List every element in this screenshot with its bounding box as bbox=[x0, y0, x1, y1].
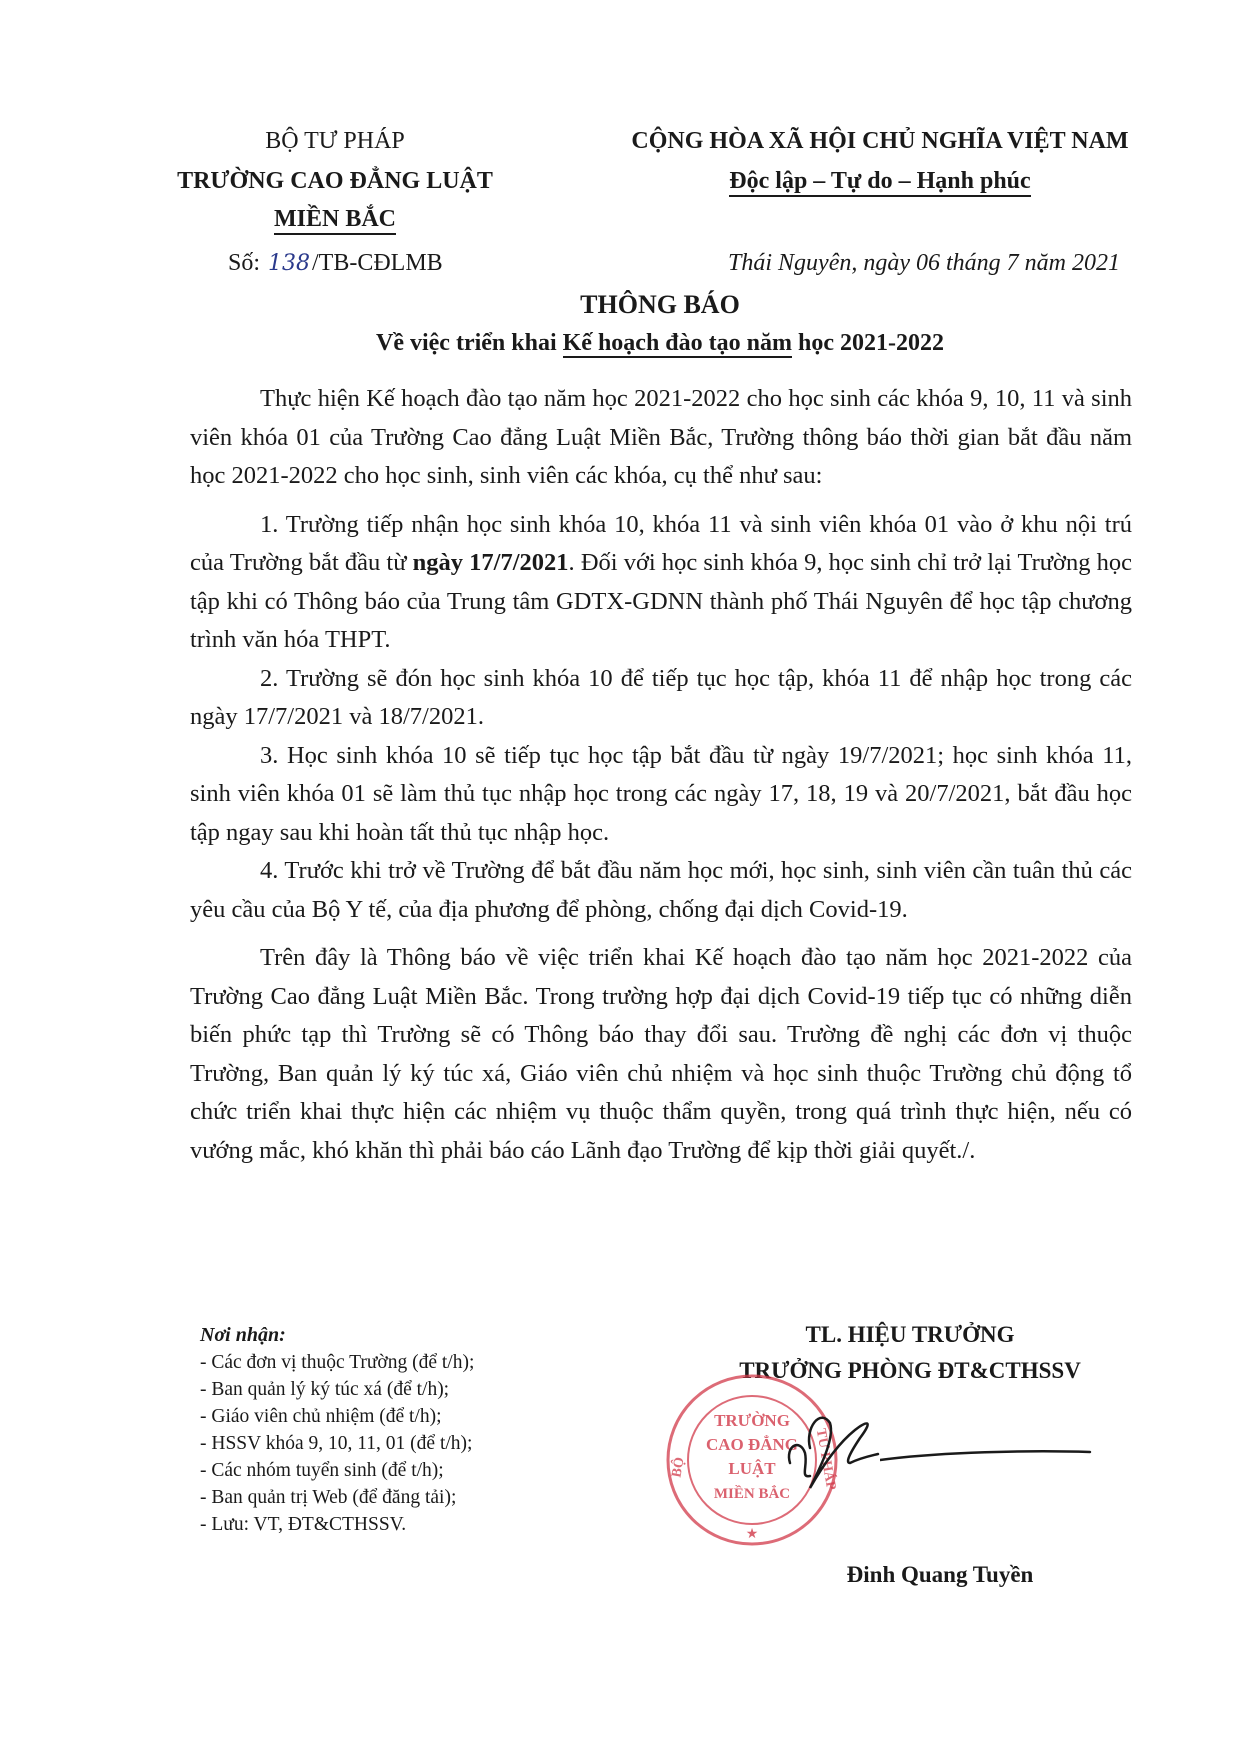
signature-tail bbox=[880, 1440, 1100, 1500]
stamp-text-line3: LUẬT bbox=[728, 1459, 776, 1478]
recipient-item: - Lưu: VT, ĐT&CTHSSV. bbox=[200, 1514, 407, 1535]
item-1: 1. Trường tiếp nhận học sinh khóa 10, khóa 11 và sinh viên khóa 01 vào ở khu nội trú của Trường bắt đầu từ ngày 17/7/2021. Đối với học sinh khóa 9, học sinh chỉ trở lại Trường học tập khi có Thông báo của Trung tâm GDTX-GDNN thành phố Thái Nguyên để học tập chương trình văn hóa THPT. bbox=[190, 510, 1132, 653]
stamp-text-line1: TRƯỜNG bbox=[714, 1411, 790, 1430]
item-2: 2. Trường sẽ đón học sinh khóa 10 để tiếp tục học tập, khóa 11 để nhập học trong các ngày 17/7/2021 và 18/7/2021. bbox=[190, 664, 1132, 730]
closing-paragraph: Trên đây là Thông báo về việc triển khai Kế hoạch đào tạo năm học 2021-2022 của Trường Cao đẳng Luật Miền Bắc. Trong trường hợp đại dịch Covid-19 tiếp tục có những diễn biến phức tạp thì Trường sẽ có Thông báo thay đổi sau. Trường đề nghị các đơn vị thuộc Trường, Ban quản lý ký túc xá, Giáo viên chủ nhiệm và học sinh thuộc Trường chủ động tổ chức triển khai thực hiện các nhiệm vụ thuộc thẩm quyền, trong quá trình thực hiện, nếu có vướng mắc, khó khăn thì phải báo cáo Lãnh đạo Trường để kịp thời giải quyết./. bbox=[190, 944, 1132, 1164]
recipient-item: - Giáo viên chủ nhiệm (để t/h); bbox=[200, 1406, 442, 1427]
republic-name: CỘNG HÒA XÃ HỘI CHỦ NGHĨA VIỆT NAM bbox=[631, 128, 1129, 154]
recipient-item: - Ban quản lý ký túc xá (để t/h); bbox=[200, 1379, 450, 1400]
recipient-item: - HSSV khóa 9, 10, 11, 01 (để t/h); bbox=[200, 1433, 473, 1454]
document-body bbox=[190, 380, 1132, 1170]
school-name-line2: MIỀN BẮC bbox=[140, 206, 530, 233]
school-name: TRƯỜNG CAO ĐẲNG LUẬT bbox=[177, 168, 493, 194]
ministry-name: BỘ TƯ PHÁP bbox=[265, 128, 405, 154]
stamp-text-left: BỘ bbox=[669, 1456, 688, 1479]
on-behalf-title: TL. HIỆU TRƯỞNG bbox=[805, 1322, 1015, 1347]
stamp-text-line2: CAO ĐẲNG bbox=[705, 1435, 799, 1454]
recipients-block bbox=[200, 1322, 640, 1538]
signer-name: Đinh Quang Tuyền bbox=[846, 1562, 1034, 1587]
place-date: Thái Nguyên, ngày 06 tháng 7 năm 2021 bbox=[728, 250, 1120, 276]
recipients-heading: Nơi nhận: bbox=[200, 1324, 286, 1346]
stamp-star-icon: ★ bbox=[745, 1527, 759, 1542]
recipient-item: - Ban quản trị Web (để đăng tải); bbox=[200, 1487, 457, 1508]
intro-paragraph: Thực hiện Kế hoạch đào tạo năm học 2021-2022 cho học sinh các khóa 9, 10, 11 và sinh viên khóa 01 của Trường Cao đẳng Luật Miền Bắc, Trường thông báo thời gian bắt đầu năm học 2021-2022 cho học sinh, sinh viên các khóa, cụ thể như sau: bbox=[190, 385, 1132, 489]
stamp-text-line4: MIỀN BẮC bbox=[713, 1486, 791, 1502]
official-stamp bbox=[660, 1368, 880, 1558]
signer-position: TRƯỞNG PHÒNG ĐT&CTHSSV bbox=[739, 1358, 1081, 1383]
document-number: Số: 138/TB-CĐLMB bbox=[228, 250, 443, 276]
document-subtitle: Về việc triển khai Kế hoạch đào tạo năm học 2021-2022 bbox=[376, 330, 944, 356]
national-motto: Độc lập – Tự do – Hạnh phúc bbox=[560, 168, 1200, 195]
item-3: 3. Học sinh khóa 10 sẽ tiếp tục học tập bắt đầu từ ngày 19/7/2021; học sinh khóa 11, sinh viên khóa 01 sẽ làm thủ tục nhập học trong các ngày 17, 18, 19 và 20/7/2021, bắt đầu học tập ngay sau khi hoàn tất thủ tục nhập học. bbox=[190, 741, 1132, 846]
item-4: 4. Trước khi trở về Trường để bắt đầu năm học mới, học sinh, sinh viên cần tuân thủ các yêu cầu của Bộ Y tế, của địa phương để phòng, chống đại dịch Covid-19. bbox=[190, 857, 1132, 923]
handwritten-number: 138 bbox=[268, 251, 311, 276]
document-title: THÔNG BÁO bbox=[580, 290, 740, 319]
stamp-text-right: TƯ PHÁP bbox=[812, 1427, 839, 1492]
recipient-item: - Các đơn vị thuộc Trường (để t/h); bbox=[200, 1352, 475, 1373]
recipient-item: - Các nhóm tuyển sinh (để t/h); bbox=[200, 1460, 444, 1481]
